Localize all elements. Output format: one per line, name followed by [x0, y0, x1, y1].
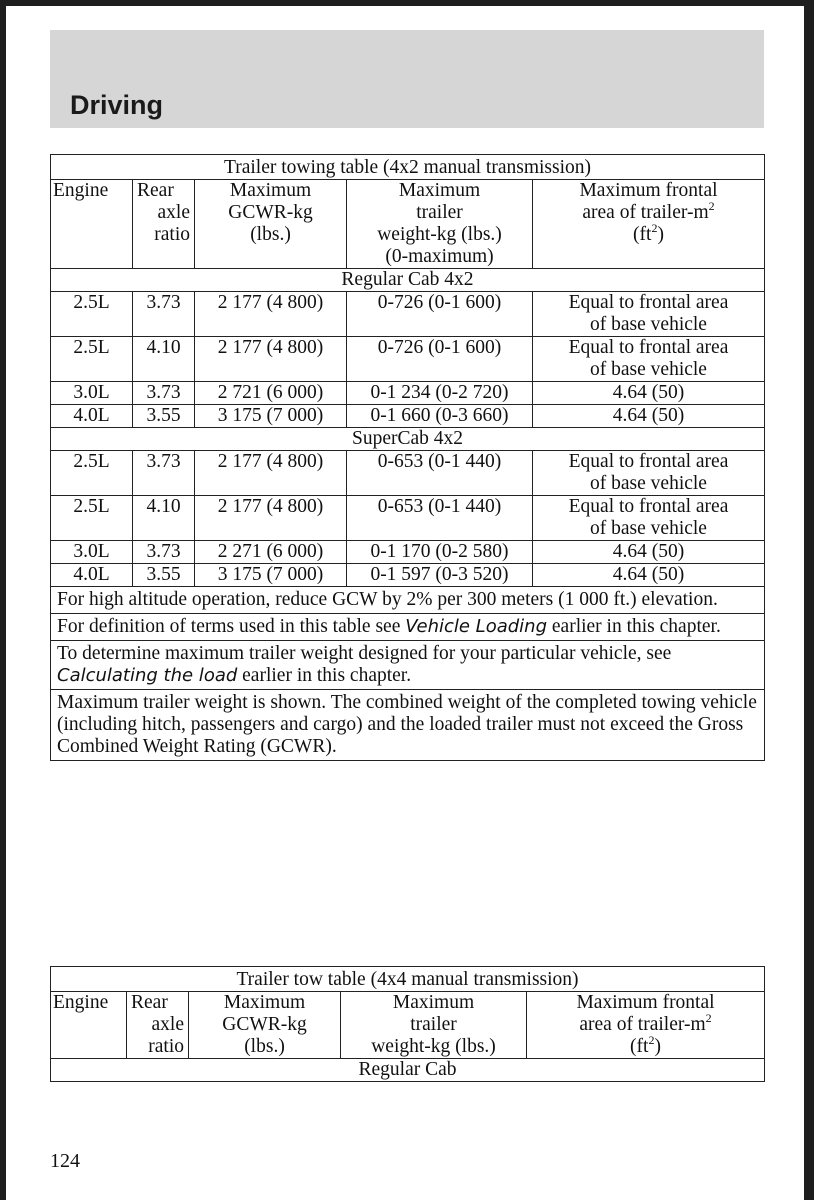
col-header-frontal-line1: Maximum frontal: [576, 992, 715, 1013]
col-header-trailer-weight: [347, 180, 533, 269]
table-title: Trailer tow table (4x4 manual transmission): [51, 967, 765, 992]
table-row: [51, 292, 765, 337]
col-header-trailer-line3: weight-kg (lbs.): [377, 224, 502, 245]
cell-frontal: [533, 496, 765, 541]
col-header-axle-line3: ratio: [148, 1036, 184, 1057]
cell-frontal-line1: Equal to frontal area: [568, 292, 729, 313]
col-header-trailer-weight: [341, 992, 527, 1059]
note-max-trailer-weight: Maximum trailer weight is shown. The combined weight of the completed towing vehicle (including hitch, passengers and cargo) and the loaded trailer must not exceed the Gross Combined Weight Rating (GCWR).: [51, 690, 765, 761]
frontal-paren-close: ): [654, 1036, 661, 1057]
cell-trailer: 0-726 (0-1 600): [347, 292, 533, 337]
col-header-trailer-line4: (0-maximum): [385, 246, 494, 267]
table-row: [51, 496, 765, 541]
page-number: 124: [50, 1150, 80, 1172]
cell-frontal-line1: Equal to frontal area: [568, 451, 729, 472]
cell-trailer: 0-726 (0-1 600): [347, 337, 533, 382]
cell-frontal: 4.64 (50): [533, 541, 765, 564]
cell-axle: 3.73: [133, 292, 195, 337]
col-header-frontal-line1: Maximum frontal: [579, 180, 718, 201]
col-header-trailer-line1: Maximum: [392, 992, 475, 1013]
section-row: [51, 269, 765, 292]
cell-axle: 3.55: [133, 405, 195, 428]
section-row: [51, 428, 765, 451]
col-header-frontal-area: [533, 180, 765, 269]
section-title-supercab-4x2: SuperCab 4x2: [51, 428, 765, 451]
cell-gcwr: 3 175 (7 000): [195, 564, 347, 587]
note-row: [51, 690, 765, 761]
cell-trailer: 0-1 660 (0-3 660): [347, 405, 533, 428]
col-header-engine: Engine: [51, 992, 127, 1059]
section-title-regular-cab-4x2: Regular Cab 4x2: [51, 269, 765, 292]
cell-trailer: 0-1 597 (0-3 520): [347, 564, 533, 587]
col-header-frontal-line2: [537, 198, 760, 224]
cell-engine: 3.0L: [51, 382, 133, 405]
cell-gcwr: 2 177 (4 800): [195, 292, 347, 337]
cell-axle: 4.10: [133, 496, 195, 541]
towing-table-4x2: [50, 154, 765, 761]
col-header-frontal-line3: [537, 220, 760, 246]
col-header-gcwr-line1: Maximum: [223, 992, 306, 1013]
superscript-2: 2: [648, 1032, 655, 1047]
note-definitions-text: For definition of terms used in this table see: [57, 616, 406, 637]
table-header-row: [51, 180, 765, 269]
col-header-gcwr-line2: GCWR-kg: [222, 1014, 307, 1035]
table-row: [51, 564, 765, 587]
col-header-trailer-line1: Maximum: [398, 180, 481, 201]
superscript-2: 2: [705, 1010, 712, 1025]
cell-frontal-line1: Equal to frontal area: [568, 496, 729, 517]
table-title-row: [51, 155, 765, 180]
cell-trailer: 0-653 (0-1 440): [347, 451, 533, 496]
cell-trailer: 0-653 (0-1 440): [347, 496, 533, 541]
frontal-ft-text: (ft: [630, 1036, 649, 1057]
col-header-gcwr: [189, 992, 341, 1059]
cell-trailer: 0-1 170 (0-2 580): [347, 541, 533, 564]
superscript-2: 2: [708, 198, 715, 213]
cell-axle: 3.73: [133, 382, 195, 405]
col-header-axle-line1: Rear: [131, 992, 168, 1013]
cell-gcwr: 2 271 (6 000): [195, 541, 347, 564]
cell-gcwr: 2 177 (4 800): [195, 337, 347, 382]
note-calculate-text: To determine maximum trailer weight designed for your particular vehicle, see: [57, 643, 672, 664]
cell-frontal-line2: of base vehicle: [590, 314, 707, 335]
cell-frontal: [533, 337, 765, 382]
cell-engine: 3.0L: [51, 541, 133, 564]
table-row: [51, 541, 765, 564]
table-row: [51, 337, 765, 382]
cell-axle: 3.73: [133, 451, 195, 496]
table-row: [51, 451, 765, 496]
table-title-row: [51, 967, 765, 992]
cell-frontal: [533, 451, 765, 496]
cross-reference-vehicle-loading: Vehicle Loading: [405, 616, 548, 637]
col-header-gcwr-line3: (lbs.): [250, 224, 291, 245]
section-row: [51, 1059, 765, 1082]
col-header-axle-line3: ratio: [154, 224, 190, 245]
cell-gcwr: 2 177 (4 800): [195, 496, 347, 541]
cell-gcwr: 2 177 (4 800): [195, 451, 347, 496]
note-definitions-text-end: earlier in this chapter.: [547, 616, 721, 637]
cross-reference-calculating-load: Calculating the load: [57, 665, 238, 686]
cell-engine: 2.5L: [51, 451, 133, 496]
cell-frontal: 4.64 (50): [533, 382, 765, 405]
col-header-frontal-line2: [531, 1010, 760, 1036]
section-title: Driving: [70, 90, 164, 120]
table-row: [51, 382, 765, 405]
note-high-altitude: For high altitude operation, reduce GCW by 2% per 300 meters (1 000 ft.) elevation.: [51, 587, 765, 614]
cell-trailer: 0-1 234 (0-2 720): [347, 382, 533, 405]
frontal-unit-text: area of trailer-m: [582, 202, 709, 223]
col-header-gcwr-line3: (lbs.): [244, 1036, 285, 1057]
col-header-trailer-line2: trailer: [416, 202, 463, 223]
col-header-axle-line2: axle: [157, 202, 190, 223]
table-header-row: [51, 992, 765, 1059]
col-header-axle-line2: axle: [151, 1014, 184, 1035]
col-header-axle-line1: Rear: [137, 180, 174, 201]
cell-frontal: [533, 292, 765, 337]
cell-engine: 2.5L: [51, 292, 133, 337]
frontal-paren-close: ): [657, 224, 664, 245]
note-row: [51, 614, 765, 641]
manual-page: [6, 6, 804, 1200]
col-header-engine: Engine: [51, 180, 133, 269]
cell-frontal: 4.64 (50): [533, 405, 765, 428]
cell-frontal-line2: of base vehicle: [590, 473, 707, 494]
note-calculate: [51, 641, 765, 690]
cell-frontal: 4.64 (50): [533, 564, 765, 587]
col-header-trailer-line2: trailer: [410, 1014, 457, 1035]
note-calculate-text-end: earlier in this chapter.: [237, 665, 412, 686]
cell-engine: 4.0L: [51, 564, 133, 587]
note-row: [51, 587, 765, 614]
cell-gcwr: 2 721 (6 000): [195, 382, 347, 405]
cell-axle: 3.55: [133, 564, 195, 587]
cell-engine: 2.5L: [51, 496, 133, 541]
col-header-frontal-line3: [531, 1032, 760, 1058]
section-header-band: [50, 30, 764, 128]
col-header-frontal-area: [527, 992, 765, 1059]
note-row: [51, 641, 765, 690]
superscript-2: 2: [651, 220, 658, 235]
cell-frontal-line1: Equal to frontal area: [568, 337, 729, 358]
cell-engine: 2.5L: [51, 337, 133, 382]
frontal-unit-text: area of trailer-m: [579, 1014, 706, 1035]
col-header-trailer-line3: weight-kg (lbs.): [371, 1036, 496, 1057]
cell-frontal-line2: of base vehicle: [590, 518, 707, 539]
cell-frontal-line2: of base vehicle: [590, 359, 707, 380]
table-row: [51, 405, 765, 428]
cell-gcwr: 3 175 (7 000): [195, 405, 347, 428]
col-header-gcwr: [195, 180, 347, 269]
section-title-regular-cab: Regular Cab: [51, 1059, 765, 1082]
cell-engine: 4.0L: [51, 405, 133, 428]
col-header-axle: [133, 180, 195, 269]
col-header-gcwr-line2: GCWR-kg: [228, 202, 313, 223]
cell-axle: 4.10: [133, 337, 195, 382]
table-title: Trailer towing table (4x2 manual transmission): [51, 155, 765, 180]
towing-table-4x4: [50, 966, 765, 1082]
frontal-ft-text: (ft: [633, 224, 652, 245]
note-definitions: [51, 614, 765, 641]
col-header-axle: [127, 992, 189, 1059]
cell-axle: 3.73: [133, 541, 195, 564]
col-header-gcwr-line1: Maximum: [229, 180, 312, 201]
